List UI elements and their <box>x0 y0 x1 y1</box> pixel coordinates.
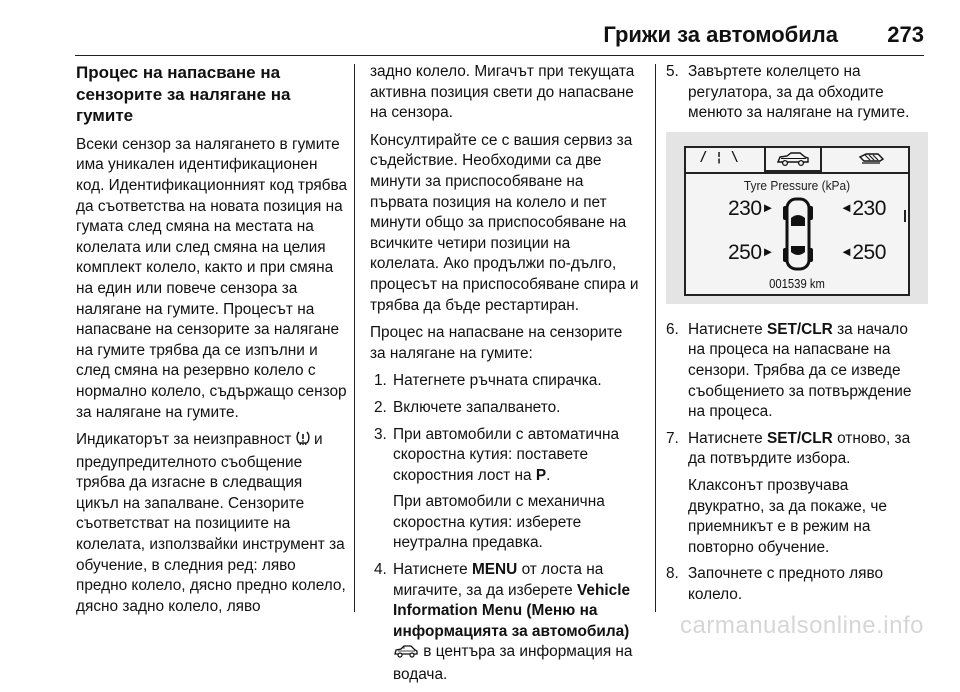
step-text: Завъртете колелцето на регулатора, за да обходите менюто за налягане на гумите. <box>688 63 910 122</box>
indicator-text-a: Индикаторът за неизправност <box>76 431 292 449</box>
rear-right-value: 250 <box>852 240 886 264</box>
rear-left-value: 250 <box>728 240 762 264</box>
arrow-left-icon: ◄ <box>840 243 853 259</box>
step-item <box>370 425 642 555</box>
paragraph-procedure-intro: Процес на напасване на сензорите за налягане на гумите: <box>370 324 623 362</box>
procedure-steps <box>370 371 642 685</box>
step-text: Натиснете <box>688 429 763 447</box>
paragraph-consult: Консултирайте се с вашия сервиз за съдействие. Необходими са две минути за приспособяване на първата позиция на колело и пет минути общо за приспособяване на всичките четири позиции на колелата. Ако продължи по-дълго, процесът на приспособяване спира и трябва да бъде рестартиран. <box>370 131 639 314</box>
menu-button-label: MENU <box>471 561 518 579</box>
step-text: Натиснете <box>688 320 763 338</box>
step-number: 6. <box>666 320 679 338</box>
header-title: Грижи за автомобила <box>603 22 838 47</box>
vehicle-info-menu-label: Vehicle Information Menu (Меню на информацията за автомобила) <box>393 581 631 640</box>
front-right-pressure <box>840 198 886 220</box>
arrow-right-icon: ► <box>761 243 774 259</box>
step-number: 4. <box>374 561 387 579</box>
paragraph-indicator <box>76 430 348 617</box>
watermark: carmanualsonline.info <box>680 612 924 639</box>
column-3 <box>666 62 928 612</box>
step-text: Започнете с предното ляво колело. <box>688 565 884 603</box>
step-item <box>370 560 642 686</box>
step-number: 8. <box>666 565 679 583</box>
step-subtext: Клаксонът прозвучава двукратно, за да покаже, че приемникът е в режим на повторно обучение. <box>688 476 887 556</box>
step-item <box>370 398 642 419</box>
step-number: 5. <box>666 63 679 80</box>
set-clr-button-label: SET/CLR <box>766 320 833 338</box>
step-item <box>666 429 928 559</box>
rear-left-pressure <box>728 242 774 264</box>
screen-tab-vehicle <box>764 148 822 172</box>
step-subtext: При автомобили с механична скоростна кутия: изберете неутрална предавка. <box>393 493 605 552</box>
step-item <box>666 564 928 605</box>
page-number: 273 <box>887 22 924 47</box>
step-number: 3. <box>374 425 387 443</box>
header-rule <box>75 55 924 56</box>
paragraph-continued: задно колело. Мигачът при текущата активна позиция свети до напасване на сензора. <box>370 63 635 122</box>
screen-tab-trip: / ¦ \ <box>699 150 739 166</box>
car-top-view-icon <box>782 196 814 278</box>
procedure-steps-final <box>666 320 928 606</box>
arrow-left-icon: ◄ <box>840 199 853 215</box>
step-text: за начало на процеса на напасване на сензори. Трябва да се изведе съобщението за потвърждение на процеса. <box>688 320 912 421</box>
step-text: Включете запалването. <box>393 398 561 416</box>
gear-p-label: P <box>535 466 547 484</box>
step-text: отново, за да потвърдите избора. <box>688 429 911 468</box>
car-icon <box>775 151 811 167</box>
car-icon <box>393 644 419 665</box>
column-divider-1 <box>354 64 355 612</box>
rear-right-pressure <box>840 242 886 264</box>
column-2 <box>370 62 642 692</box>
section-title: Процес на напасване на сензорите за налягане на гумите <box>76 63 291 126</box>
arrow-right-icon: ► <box>761 199 774 215</box>
odometer: 001539 km <box>769 276 825 291</box>
step-item <box>370 371 642 392</box>
set-clr-button-label: SET/CLR <box>766 429 833 447</box>
step-text: Натиснете <box>393 561 468 579</box>
front-right-value: 230 <box>852 196 886 220</box>
step-text-end: . <box>546 466 551 484</box>
page-header <box>0 0 960 56</box>
step-text: Натегнете ръчната спирачка. <box>393 372 602 390</box>
step-text: от лоста на мигачите, за да изберете <box>393 561 604 599</box>
front-left-pressure <box>728 198 774 220</box>
tyre-pressure-screen <box>684 146 910 296</box>
car-settings-icon <box>856 151 886 167</box>
procedure-steps-continued <box>666 62 928 124</box>
step-item <box>666 320 928 423</box>
column-1 <box>76 62 348 624</box>
step-number: 2. <box>374 398 387 416</box>
step-number: 1. <box>374 372 387 390</box>
step-text: в центъра за информация на водача. <box>393 643 633 684</box>
screen-tabs <box>686 148 908 174</box>
tyre-pressure-display-figure <box>666 132 928 304</box>
step-text: При автомобили с автоматична скоростна кутия: поставете скоростния лост на <box>393 425 620 484</box>
screen-tab-settings <box>842 148 900 170</box>
step-number: 7. <box>666 429 679 447</box>
front-left-value: 230 <box>728 196 762 220</box>
indicator-text-b: и предупредителното съобщение трябва да изгасне в следващия цикъл на запалване. Сензорите съответстват на позициите на колелата, използвайки инструмент за обучение, в следния ред: ляво предно колело, дясно предно колело, дясно задно колело, ляво <box>76 431 346 615</box>
tyre-pressure-warning-icon <box>296 431 310 453</box>
column-divider-2 <box>655 64 656 612</box>
paragraph-sensor-id: Всеки сензор за налягането в гумите има уникален идентификационен код. Идентификационният код трябва да съответства на новата позиция на гумата след смяна на местата на колелата или след смяна на целия комплект колело, както и при смяна на един или повече сензора за налягане на гумите. Процесът на напасване на сензорите за налягане на гумите трябва да се изпълни и след смяна на резервно колело с нормално колело, съдържащо сензор за налягане на гумите. <box>76 135 348 421</box>
scroll-indicator <box>904 210 906 222</box>
screen-title: Tyre Pressure (kPa) <box>743 177 851 193</box>
step-item <box>666 62 928 124</box>
